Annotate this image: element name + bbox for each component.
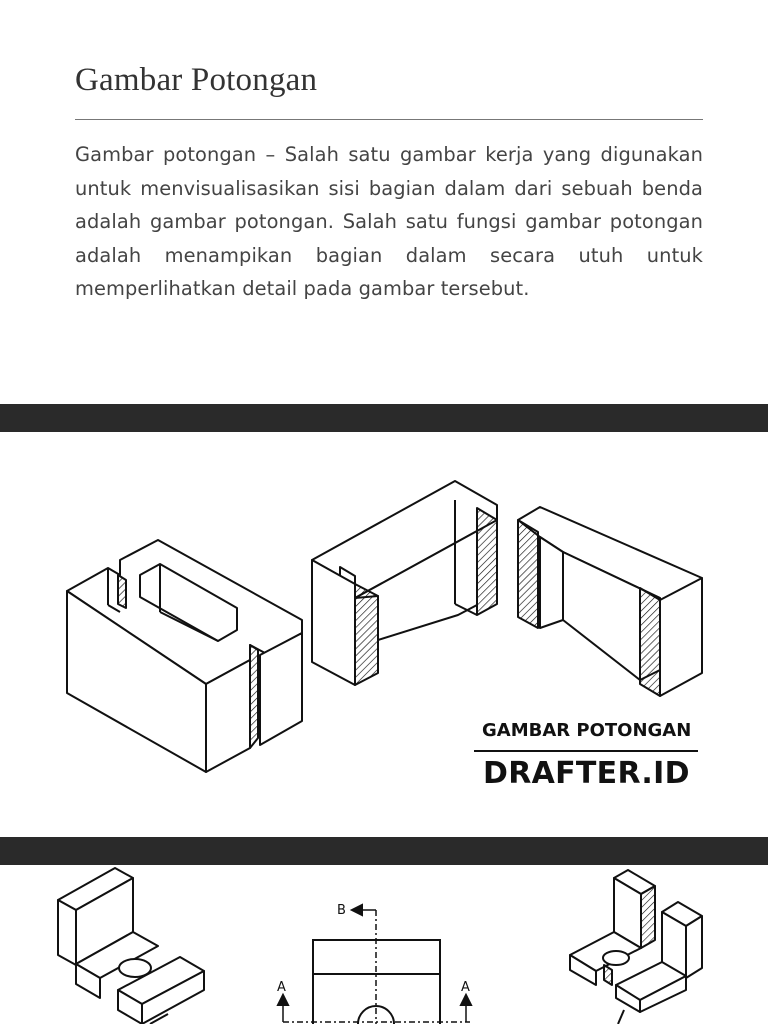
bracket-left-drawing <box>58 868 204 1024</box>
page-title: Gambar Potongan <box>75 62 318 98</box>
intro-paragraph: Gambar potongan – Salah satu gambar kerja yang digunakan untuk menvisualisasikan sisi bagian dalam dari sebuah benda adalah gambar potongan. Salah satu fungsi gambar potongan adalah menampikan bagian dalam secara utuh untuk memperlihatkan detail pada gambar tersebut. <box>75 143 703 301</box>
section-label-a-left: A <box>277 980 286 995</box>
separator-band-bottom <box>0 837 768 865</box>
whole-block-drawing <box>67 540 302 772</box>
separator-band-top <box>0 404 768 432</box>
section-label-b: B <box>337 903 346 918</box>
left-half-drawing <box>312 481 497 685</box>
right-half-drawing <box>518 507 702 696</box>
bracket-right-drawing <box>570 870 702 1024</box>
section-view-drawing <box>278 905 471 1024</box>
title-divider <box>75 119 703 120</box>
caption-underline <box>474 750 698 752</box>
figure-caption: GAMBAR POTONGAN <box>482 720 692 741</box>
bracket-illustration <box>0 865 768 1024</box>
brand-watermark: DRAFTER.ID <box>483 756 690 791</box>
section-label-a-right: A <box>461 980 470 995</box>
